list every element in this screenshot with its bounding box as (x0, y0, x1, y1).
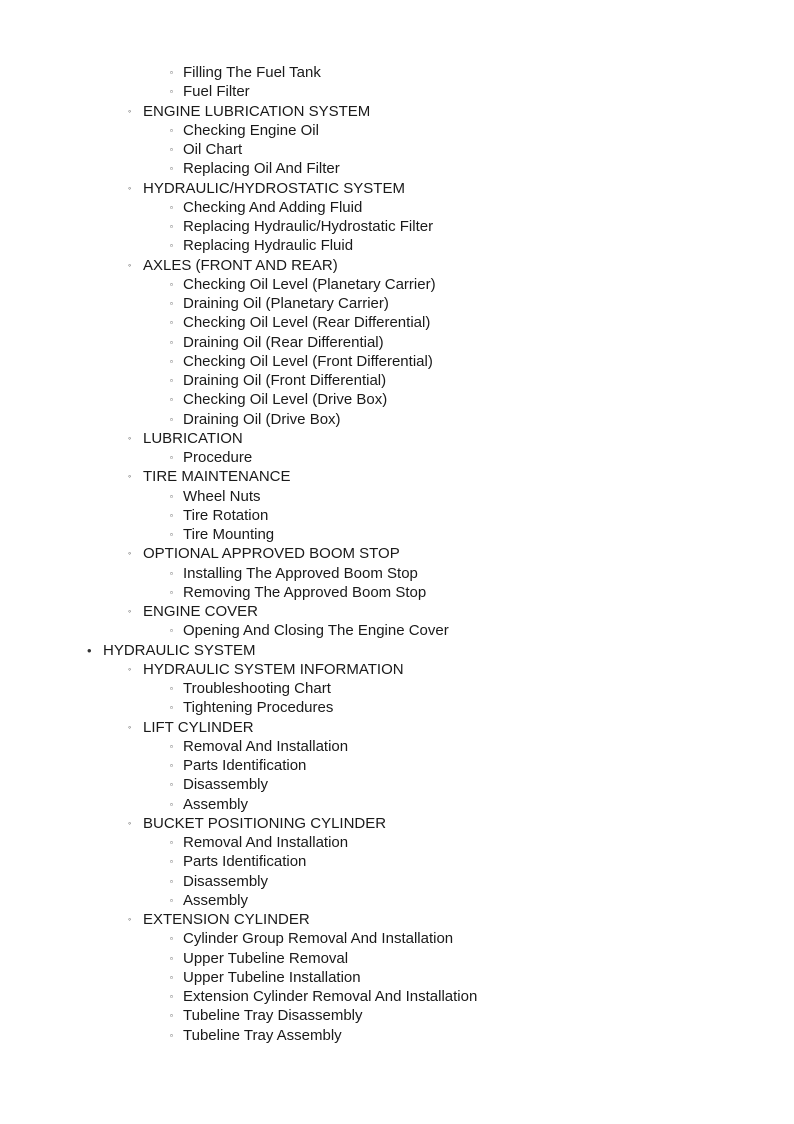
toc-entry (0, 583, 794, 602)
toc-entry-label: Removing The Approved Boom Stop (183, 583, 427, 601)
toc-entry-label: Draining Oil (Rear Differential) (183, 333, 384, 351)
toc-subsection (0, 814, 794, 833)
toc-entry-label: Oil Chart (183, 141, 243, 158)
toc-entry-label: Assembly (183, 795, 249, 813)
bullet-square-icon: ▫ (170, 87, 173, 97)
bullet-square-icon: ▫ (170, 857, 173, 867)
toc-entry-label: Fuel Filter (183, 83, 250, 101)
bullet-circle-icon: ◦ (128, 432, 132, 443)
bullet-circle-icon: ◦ (128, 817, 132, 828)
toc-entry (0, 121, 794, 140)
toc-entry (0, 63, 794, 82)
bullet-square-icon: ▫ (170, 1030, 173, 1040)
toc-entry-label: Checking Engine Oil (183, 121, 319, 139)
bullet-square-icon: ▫ (170, 145, 173, 154)
bullet-square-icon: ▫ (170, 510, 173, 520)
toc-subsection (0, 102, 794, 121)
toc-entry-label: Checking Oil Level (Rear Differential) (183, 314, 431, 332)
toc-entry (0, 525, 794, 544)
toc-subsection (0, 429, 794, 448)
bullet-square-icon: ▫ (170, 299, 173, 308)
toc-entry (0, 1006, 794, 1025)
bullet-disc-icon: • (87, 642, 92, 658)
toc-entry-label: Wheel Nuts (183, 487, 261, 505)
bullet-square-icon: ▫ (170, 241, 173, 251)
toc-entry (0, 737, 794, 756)
bullet-square-icon: ▫ (170, 68, 173, 77)
toc-entry (0, 410, 794, 429)
toc-entry-label: Tightening Procedures (183, 699, 334, 717)
toc-entry (0, 506, 794, 525)
bullet-circle-icon: ◦ (128, 105, 132, 116)
toc-entry (0, 198, 794, 217)
toc-subsection (0, 256, 794, 275)
toc-entry (0, 371, 794, 390)
toc-entry (0, 968, 794, 987)
toc-entry-label: Replacing Hydraulic/Hydrostatic Filter (183, 218, 434, 235)
toc-entry (0, 236, 794, 255)
toc-entry (0, 487, 794, 506)
toc-entry-label: EXTENSION CYLINDER (143, 911, 310, 928)
toc-entry-label: Removal And Installation (183, 834, 349, 851)
toc-entry-label: AXLES (FRONT AND REAR) (143, 256, 338, 274)
bullet-square-icon: ▫ (170, 838, 173, 847)
toc-entry-label: Checking Oil Level (Front Differential) (183, 352, 433, 370)
bullet-square-icon: ▫ (170, 414, 173, 424)
toc-entry-label: HYDRAULIC/HYDROSTATIC SYSTEM (143, 179, 405, 197)
toc-entry-label: Upper Tubeline Removal (183, 949, 349, 967)
bullet-circle-icon: ◦ (128, 663, 132, 674)
toc-entry-label: Disassembly (183, 872, 269, 890)
bullet-square-icon: ▫ (170, 222, 173, 231)
toc-entry (0, 929, 794, 948)
bullet-square-icon: ▫ (170, 568, 173, 578)
toc-entry (0, 448, 794, 467)
toc-entry (0, 679, 794, 698)
toc-entry-label: Tire Rotation (183, 506, 269, 524)
toc-entry-label: Procedure (183, 449, 253, 466)
toc-entry-label: Draining Oil (Front Differential) (183, 372, 387, 389)
bullet-square-icon: ▫ (170, 934, 173, 944)
toc-subsection (0, 467, 794, 486)
toc-entry (0, 756, 794, 775)
toc-entry (0, 833, 794, 852)
toc-entry-label: Draining Oil (Drive Box) (183, 410, 341, 428)
table-of-contents (0, 63, 794, 1045)
toc-entry-label: Parts Identification (183, 757, 307, 774)
bullet-square-icon: ▫ (170, 761, 173, 770)
bullet-circle-icon: ◦ (128, 914, 132, 924)
bullet-circle-icon: ◦ (128, 548, 132, 559)
toc-entry-label: Disassembly (183, 776, 269, 794)
toc-entry-label: Replacing Hydraulic Fluid (183, 237, 354, 255)
bullet-circle-icon: ◦ (128, 721, 132, 732)
bullet-circle-icon: ◦ (128, 259, 132, 270)
toc-entry (0, 852, 794, 871)
toc-entry (0, 872, 794, 891)
toc-subsection (0, 179, 794, 198)
toc-entry-label: HYDRAULIC SYSTEM (103, 641, 256, 659)
toc-entry (0, 352, 794, 371)
toc-entry (0, 698, 794, 717)
bullet-square-icon: ▫ (170, 972, 173, 982)
toc-subsection (0, 602, 794, 621)
toc-entry-label: Tubeline Tray Assembly (183, 1026, 342, 1044)
toc-entry (0, 159, 794, 178)
bullet-square-icon: ▫ (170, 376, 173, 385)
bullet-square-icon: ▫ (170, 703, 173, 713)
bullet-square-icon: ▫ (170, 491, 173, 501)
bullet-square-icon: ▫ (170, 780, 173, 790)
toc-entry-label: Tubeline Tray Disassembly (183, 1007, 363, 1025)
toc-entry-label: HYDRAULIC SYSTEM INFORMATION (143, 660, 404, 678)
toc-entry (0, 564, 794, 583)
bullet-square-icon: ▫ (170, 626, 173, 636)
toc-entry (0, 795, 794, 814)
toc-entry (0, 275, 794, 294)
bullet-circle-icon: ◦ (128, 471, 132, 482)
bullet-square-icon: ▫ (170, 895, 173, 905)
bullet-square-icon: ▫ (170, 453, 173, 462)
bullet-square-icon: ▫ (170, 164, 173, 174)
bullet-square-icon: ▫ (170, 337, 173, 347)
toc-entry (0, 333, 794, 352)
toc-subsection (0, 544, 794, 563)
toc-subsection (0, 660, 794, 679)
bullet-circle-icon: ◦ (128, 182, 132, 193)
toc-entry-label: Checking Oil Level (Planetary Carrier) (183, 275, 436, 293)
bullet-square-icon: ▫ (170, 684, 173, 693)
bullet-square-icon: ▫ (170, 125, 173, 135)
toc-entry-label: Troubleshooting Chart (183, 680, 331, 697)
toc-entry-label: Tire Mounting (183, 526, 275, 543)
toc-entry (0, 390, 794, 409)
bullet-square-icon: ▫ (170, 279, 173, 289)
bullet-square-icon: ▫ (170, 741, 173, 751)
toc-entry-label: Installing The Approved Boom Stop (183, 564, 418, 582)
toc-entry (0, 621, 794, 640)
toc-section (0, 641, 794, 660)
toc-entry-label: Filling The Fuel Tank (183, 64, 321, 81)
toc-entry-label: Checking And Adding Fluid (183, 198, 363, 216)
toc-entry-label: ENGINE LUBRICATION SYSTEM (143, 102, 371, 120)
toc-entry-label: Removal And Installation (183, 737, 349, 755)
toc-entry-label: Assembly (183, 891, 249, 909)
bullet-square-icon: ▫ (170, 1011, 173, 1021)
toc-entry (0, 987, 794, 1006)
toc-entry-label: Extension Cylinder Removal And Installation (183, 988, 478, 1005)
toc-entry-label: LIFT CYLINDER (143, 718, 254, 736)
toc-entry-label: Draining Oil (Planetary Carrier) (183, 295, 389, 312)
bullet-square-icon: ▫ (170, 318, 173, 328)
toc-entry (0, 294, 794, 313)
bullet-square-icon: ▫ (170, 587, 173, 597)
toc-subsection (0, 910, 794, 929)
toc-entry-label: LUBRICATION (143, 429, 243, 447)
bullet-square-icon: ▫ (170, 530, 173, 539)
toc-entry (0, 775, 794, 794)
toc-entry-label: ENGINE COVER (143, 603, 259, 620)
toc-entry-label: Opening And Closing The Engine Cover (183, 622, 449, 640)
toc-entry-label: TIRE MAINTENANCE (143, 468, 291, 486)
bullet-square-icon: ▫ (170, 876, 173, 886)
bullet-square-icon: ▫ (170, 395, 173, 405)
toc-entry-label: OPTIONAL APPROVED BOOM STOP (143, 545, 400, 563)
toc-entry-label: Parts Identification (183, 853, 307, 871)
toc-entry-label: BUCKET POSITIONING CYLINDER (143, 814, 387, 832)
toc-entry-label: Replacing Oil And Filter (183, 160, 340, 178)
toc-entry (0, 140, 794, 159)
toc-entry-label: Cylinder Group Removal And Installation (183, 930, 454, 948)
bullet-square-icon: ▫ (170, 356, 173, 366)
toc-entry (0, 82, 794, 101)
toc-entry (0, 217, 794, 236)
toc-subsection (0, 718, 794, 737)
toc-entry (0, 891, 794, 910)
toc-entry (0, 313, 794, 332)
toc-entry (0, 1026, 794, 1045)
bullet-square-icon: ▫ (170, 953, 173, 963)
toc-entry-label: Checking Oil Level (Drive Box) (183, 391, 388, 409)
bullet-square-icon: ▫ (170, 202, 173, 212)
bullet-square-icon: ▫ (170, 799, 173, 809)
bullet-circle-icon: ◦ (128, 606, 132, 616)
toc-entry-label: Upper Tubeline Installation (183, 968, 361, 986)
toc-entry (0, 949, 794, 968)
bullet-square-icon: ▫ (170, 992, 173, 1001)
